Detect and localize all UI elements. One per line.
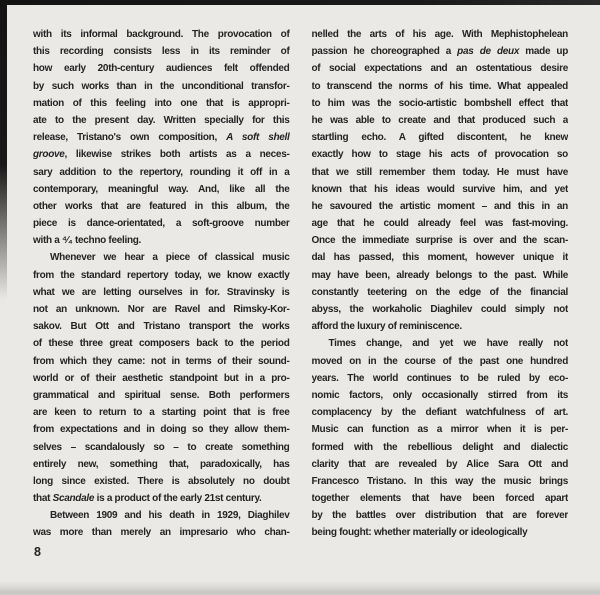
text-line: Francesco Tristano. In this way the music brings (311, 475, 568, 487)
text-line: world or of their aesthetic standpoint but in a pro- (33, 372, 290, 384)
text-line: complacency by the defiant watchfulness of art. (311, 407, 568, 419)
text-line: groove, likewise strikes both artists as a neces- (33, 149, 290, 161)
text-line: how early 20th-century audiences felt offended (33, 63, 290, 75)
text-line: that we still remember them today. He must have (311, 166, 568, 178)
text-line: exactly how to stage his acts of provocation so (311, 149, 568, 161)
text-line: grammatical and spiritual sense. Both performers (33, 389, 290, 401)
text-line: that Scandale is a product of the early 21st century. (33, 493, 262, 505)
text-line: long since existed. There is absolutely no doubt (33, 475, 290, 487)
text-line: nelled the arts of his age. With Mephistophelean (311, 29, 568, 40)
text-line: to him was the socio-artistic bombshell effect that (311, 97, 568, 109)
scan-edge-bottom (0, 581, 600, 595)
text-line: together elements that have been forced apart (311, 493, 568, 505)
text-line: what we are letting ourselves in for. Stravinsky is (33, 286, 290, 298)
text-line: sary addition to the repertory, rounding it off in a (33, 166, 290, 178)
text-line: from expectations and in doing so they allow them- (33, 424, 290, 436)
text-line: with a ⁴⁄₄ techno feeling. (33, 235, 142, 247)
text-line: release, Tristano's own composition, A soft shell (33, 132, 290, 144)
text-line: afford the luxury of reminiscence. (311, 321, 462, 333)
text-line: not an unknown. Nor are Ravel and Rimsky-Kor- (33, 304, 290, 315)
text-line: this recording consists less in its reminder of (33, 46, 290, 58)
text-line: of these three great composers back to the period (33, 338, 290, 350)
text-line: may have been, already belongs to the past. While (311, 269, 568, 281)
text-area (33, 26, 568, 542)
text-line: formed with the rebellious delight and dialectic (311, 441, 568, 453)
text-line: of social expectations and an ostentatious desire (311, 63, 568, 75)
text-line: dal has passed, this moment, however unique it (311, 252, 568, 264)
text-line: he was able to create and that produced such a (311, 114, 568, 126)
text-line: nomic factors, only occasionally stirred from its (311, 389, 568, 401)
text-line: constantly teetering on the edge of the financial (311, 286, 568, 298)
text-line: being fought: whether materially or ideologically (311, 527, 528, 539)
text-line: by such works than in the unconditional transfor- (33, 80, 290, 92)
text-line: from the standard repertory today, we know exactly (33, 269, 290, 281)
text-line: ate to the present day. Written specially for this (33, 114, 290, 126)
text-line: with its informal background. The provocation of (33, 29, 290, 40)
text-line: age that he could already feel was fast-moving. (311, 218, 568, 230)
text-line: sakov. But Ott and Tristano transport the works (33, 321, 290, 333)
text-line: passion he choreographed a pas de deux made up (311, 46, 568, 58)
text-line: clarity that are revealed by Alice Sara Ott and (311, 458, 568, 470)
text-column-right (312, 26, 569, 542)
text-line: Between 1909 and his death in 1929, Diaghilev (50, 510, 290, 522)
text-line: selves – scandalously so – to create something (33, 441, 290, 453)
text-line: entirely new, something that, paradoxically, has (33, 458, 290, 470)
text-column-left (33, 26, 290, 542)
text-line: Times change, and yet we have really not (328, 338, 568, 350)
text-line: other works that are featured in this album, the (33, 200, 290, 212)
text-line: contemporary, meaningful way. And, like all the (33, 183, 290, 195)
text-line: years. The world continues to be ruled by eco- (311, 372, 568, 384)
text-line: mation of this feeling into one that is appropri- (33, 97, 290, 109)
text-line: was more than merely an impresario who chan- (33, 527, 290, 539)
text-line: are keen to return to a starting point that is free (33, 407, 290, 419)
text-line: abyss, the workaholic Diaghilev could simply not (311, 304, 568, 315)
text-line: startling echo. A gifted discontent, he knew (311, 132, 568, 144)
text-line: Whenever we hear a piece of classical music (50, 252, 290, 264)
text-line: piece is dance-orientated, a soft-groove number (33, 218, 290, 230)
scan-edge-left (0, 0, 7, 300)
text-line: to transcend the norms of his time. What appealed (311, 80, 568, 92)
text-line: by the battles over distribution that are forever (311, 510, 568, 522)
text-line: Music can function as a mirror when it is per- (311, 424, 568, 436)
text-line: from which they came: not in terms of their sound- (33, 355, 290, 367)
text-line: he savoured the artistic moment – and this in an (311, 200, 568, 212)
scan-edge-top (0, 0, 600, 5)
text-line: known that his ideas would survive him, and yet (311, 183, 568, 195)
text-line: Once the immediate surprise is over and the scan- (311, 235, 568, 247)
page-number: 8 (34, 545, 41, 559)
text-line: moved on in the course of the past one hundred (311, 355, 568, 367)
